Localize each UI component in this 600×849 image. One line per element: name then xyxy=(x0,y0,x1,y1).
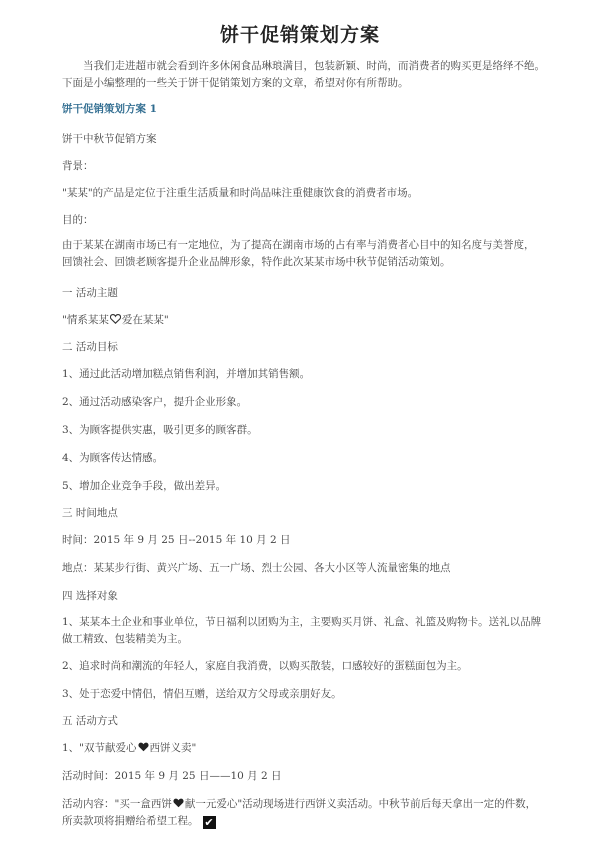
background-text: "某某"的产品是定位于注重生活质量和时尚品味注重健康饮食的消费者市场。 xyxy=(62,187,419,199)
theme-text-part1: "情系某某 xyxy=(62,314,109,326)
method-item xyxy=(62,740,542,756)
activity-time: 活动时间：2015 年 9 月 25 日——10 月 2 日 xyxy=(62,770,282,782)
section-subheading: 饼干促销策划方案 1 xyxy=(62,103,157,115)
activity-content-part2: 献一元爱心"活动现场进行西饼义卖活动。中秋节前后每天拿出一定的件数，所卖款项将捐赠给希望工程。 xyxy=(62,798,537,827)
checkmark-icon: ✔ xyxy=(204,816,214,829)
goal-item: 2、通过活动感染客户，提升企业形象。 xyxy=(62,396,248,408)
theme-text xyxy=(62,312,542,328)
goal-item: 5、增加企业竞争手段，做出差异。 xyxy=(62,480,227,492)
section-heading-time-place: 三 时间地点 xyxy=(62,507,118,519)
page-title: 饼干促销策划方案 xyxy=(219,24,380,46)
purpose-text: 由于某某在湖南市场已有一定地位，为了提高在湖南市场的占有率与消费者心目中的知名度与美誉度，回馈社会、回馈老顾客提升企业品牌形象，特作此次某某市场中秋节促销活动策划。 xyxy=(62,239,535,268)
section-heading-targets: 四 选择对象 xyxy=(62,590,118,602)
goal-item: 1、通过此活动增加糕点销售利润，并增加其销售额。 xyxy=(62,368,311,380)
target-item: 3、处于恋爱中情侣，情侣互赠，送给双方父母或亲朋好友。 xyxy=(62,688,342,700)
method-part2: 西饼义卖" xyxy=(149,742,197,754)
heart-icon xyxy=(138,741,149,751)
goal-item: 4、为顾客传达情感。 xyxy=(62,452,164,464)
section-heading-methods: 五 活动方式 xyxy=(62,715,118,727)
target-item: 2、追求时尚和潮流的年轻人，家庭自我消费，以购买散装，口感较好的蛋糕面包为主。 xyxy=(62,660,468,672)
purpose-label: 目的： xyxy=(62,214,94,226)
background-label: 背景： xyxy=(62,160,94,172)
intro-paragraph: 当我们走进超市就会看到许多休闲食品琳琅满目，包装新颖、时尚，而消费者的购买更是络绎不绝。下面是小编整理的一些关于饼干促销策划方案的文章，希望对你有所帮助。 xyxy=(62,60,545,89)
heart-icon xyxy=(110,313,121,323)
theme-text-part2: 爱在某某" xyxy=(121,314,169,326)
section-heading-theme: 一 活动主题 xyxy=(62,287,118,299)
goal-item: 3、为顾客提供实惠，吸引更多的顾客群。 xyxy=(62,424,258,436)
place-text: 地点：某某步行街、黄兴广场、五一广场、烈士公园、各大小区等人流量密集的地点 xyxy=(62,562,451,574)
heart-icon xyxy=(173,797,184,807)
activity-content-part1: 活动内容："买一盒西饼 xyxy=(62,798,172,810)
activity-content xyxy=(62,796,542,830)
target-item: 1、某某本土企业和事业单位，节日福利以团购为主，主要购买月饼、礼盒、礼篮及购物卡。送礼以品牌做工精致、包装精美为主。 xyxy=(62,616,542,645)
doc-title: 饼干中秋节促销方案 xyxy=(62,133,157,145)
time-text: 时间：2015 年 9 月 25 日--2015 年 10 月 2 日 xyxy=(62,534,291,546)
section-heading-goals: 二 活动目标 xyxy=(62,341,118,353)
method-part1: 1、"双节献爱心 xyxy=(62,742,137,754)
